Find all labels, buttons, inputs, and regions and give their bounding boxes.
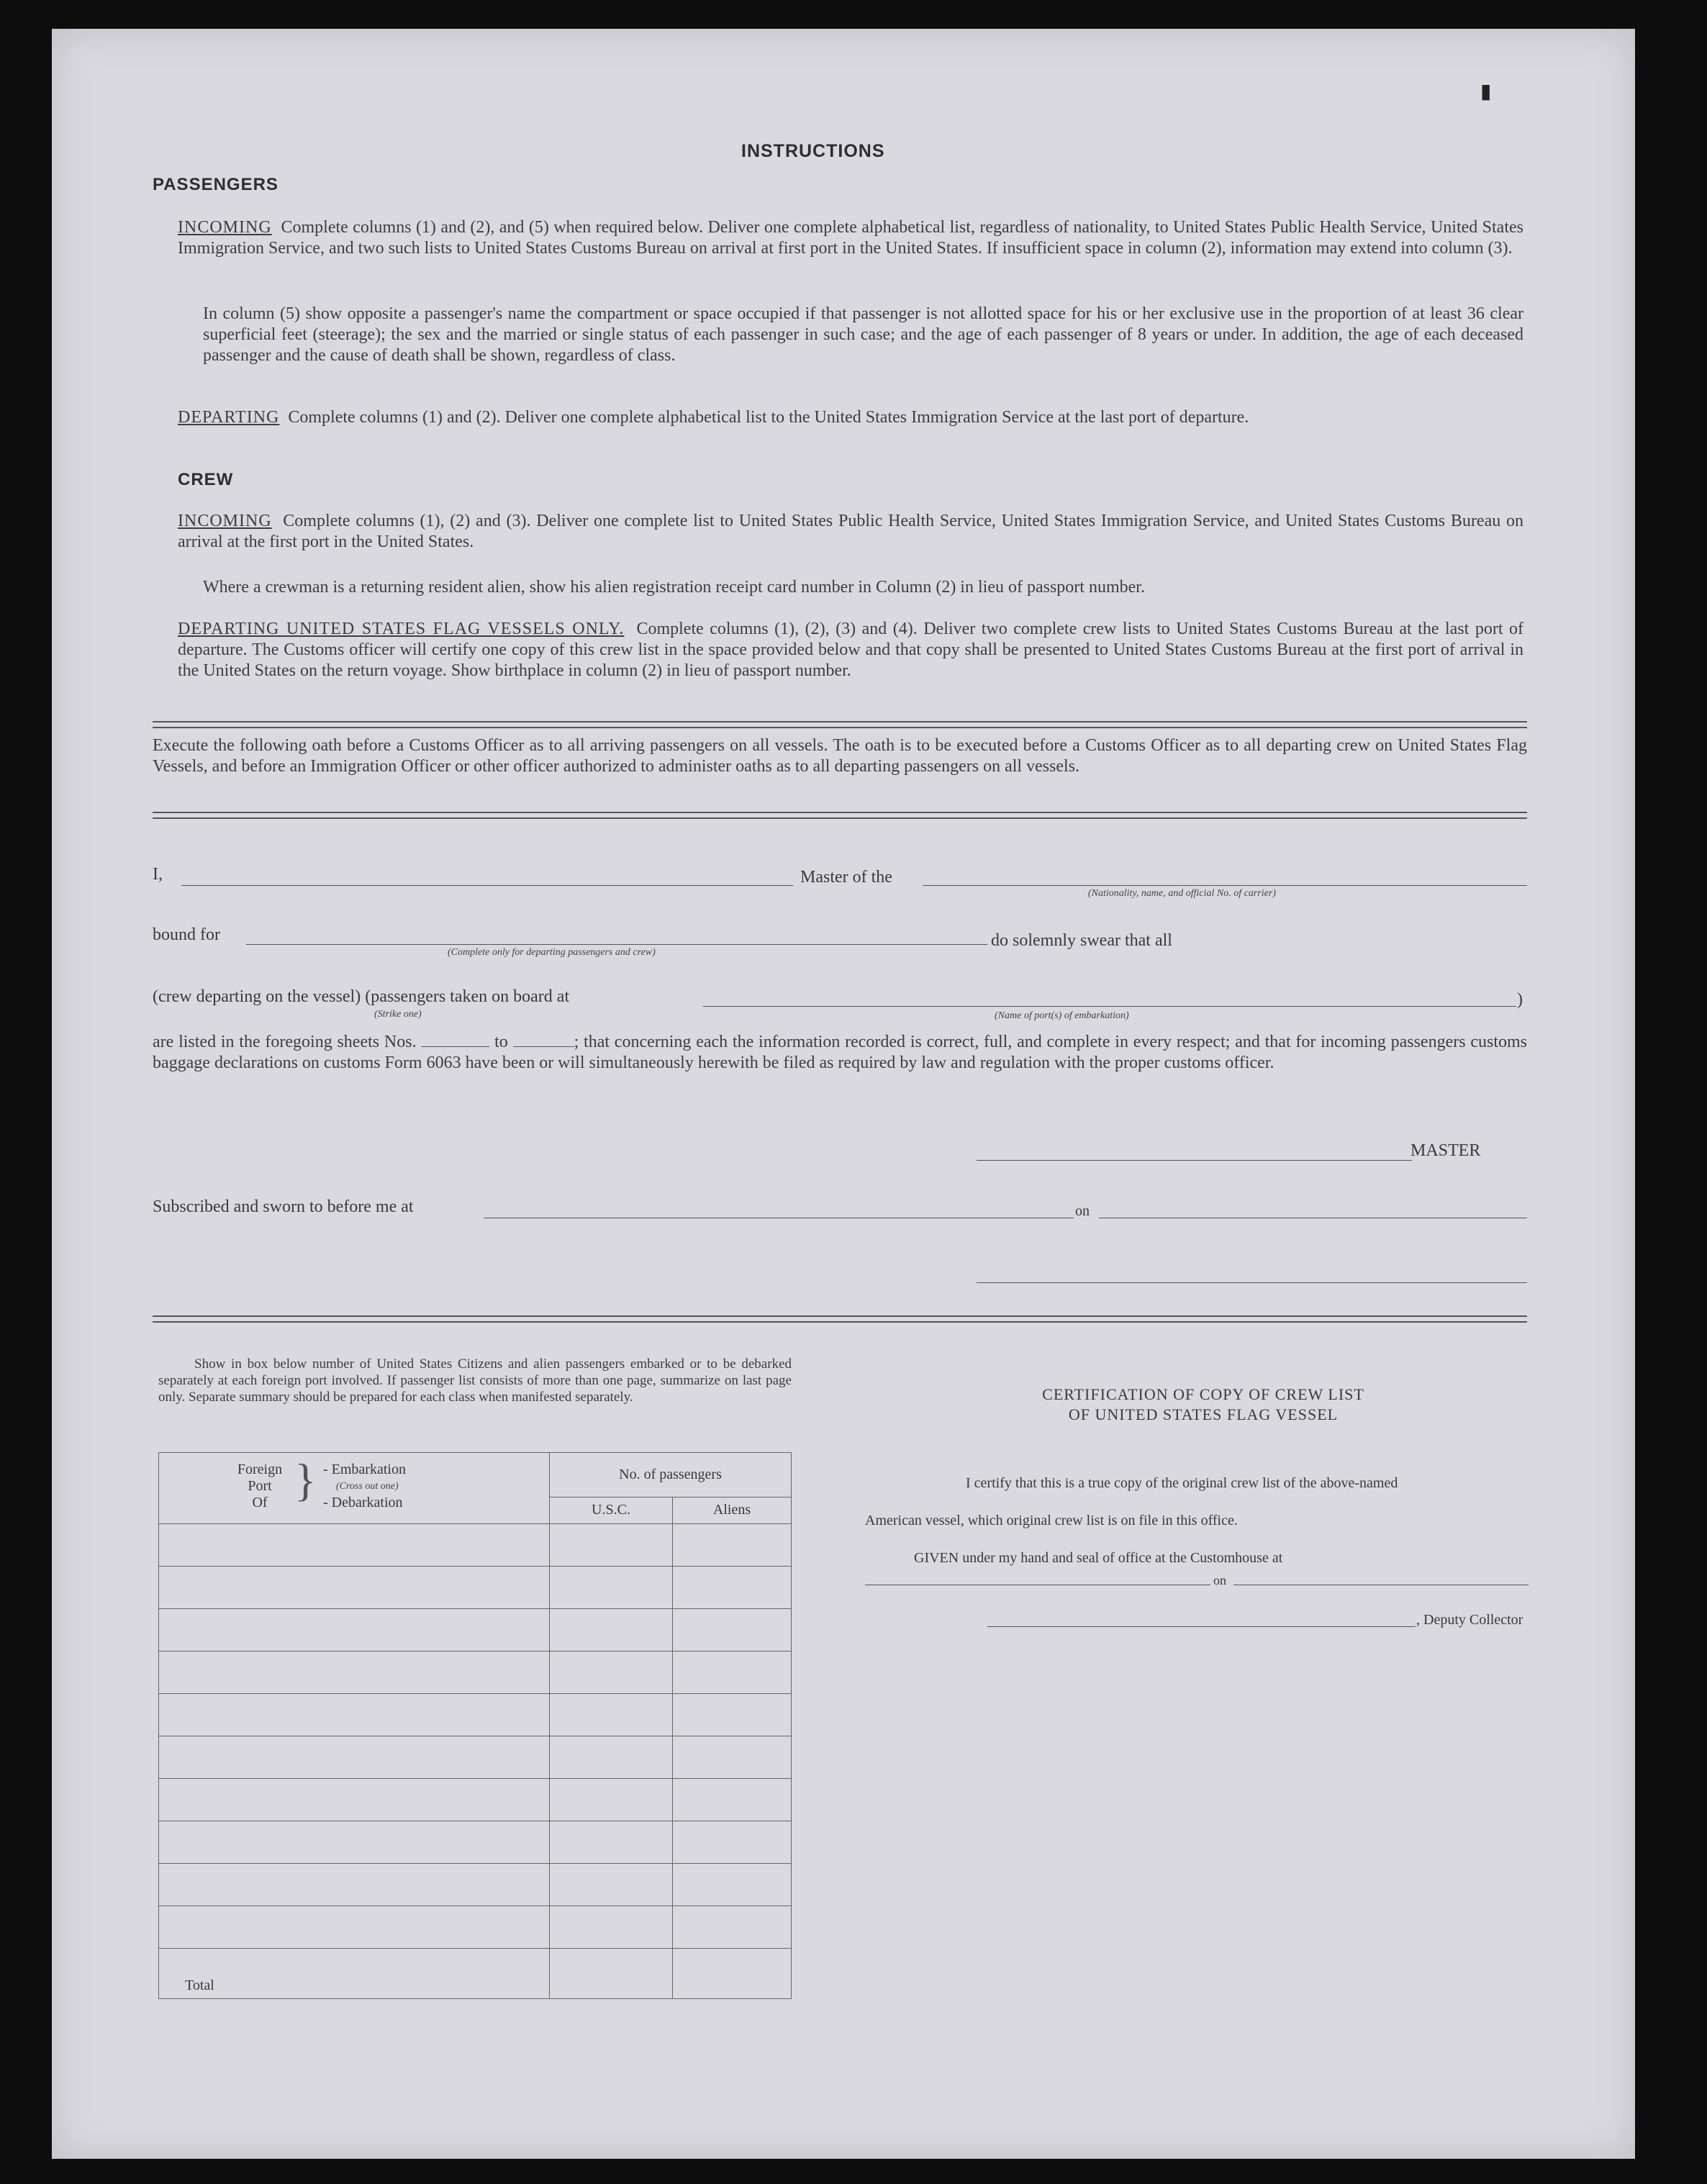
usc-cell[interactable]: [550, 1779, 673, 1821]
table-row: [159, 1821, 792, 1864]
table-row: [159, 1906, 792, 1949]
table-header-row: [159, 1453, 792, 1497]
foreign-label: Foreign: [237, 1462, 283, 1477]
passengers-incoming-text: Complete columns (1) and (2), and (5) when required below. Deliver one complete alphabetical list, regardless of nationality, to United States Public Health Service, United States Immigration Service, and two such lists to United States Customs Bureau on arrival at first port in the United States. If insufficient space in column (2), information may extend into column (3).: [178, 218, 1523, 258]
certification-title-line2: OF UNITED STATES FLAG VESSEL: [1068, 1405, 1339, 1423]
oath-bound-for: bound for: [153, 925, 220, 944]
embarkation-label: - Embarkation: [323, 1462, 406, 1477]
table-row: [159, 1567, 792, 1609]
aliens-cell[interactable]: [673, 1524, 792, 1567]
port-cell[interactable]: [159, 1651, 550, 1694]
crew-incoming-text: Complete columns (1), (2) and (3). Deliver one complete list to United States Public Health Service, United States Immigration Service, and United States Customs Bureau on arrival at the first port in the United States.: [178, 512, 1524, 551]
oath-swear: do solemnly swear that all: [991, 931, 1172, 950]
aliens-cell[interactable]: [673, 1651, 792, 1694]
usc-cell[interactable]: [550, 1736, 673, 1779]
crew-departing-label: DEPARTING UNITED STATES FLAG VESSELS ONLY.: [178, 620, 625, 638]
oath-i-label: I,: [153, 865, 163, 884]
port-cell[interactable]: [159, 1736, 550, 1779]
aliens-cell[interactable]: [673, 1821, 792, 1864]
port-cell[interactable]: [159, 1779, 550, 1821]
usc-cell[interactable]: [550, 1651, 673, 1694]
deputy-collector-signature-field[interactable]: [987, 1626, 1416, 1627]
crew-heading: CREW: [178, 470, 234, 489]
close-paren: ): [1517, 990, 1523, 1009]
usc-cell[interactable]: [550, 1864, 673, 1906]
aliens-cell[interactable]: [673, 1567, 792, 1609]
aliens-total-cell[interactable]: [673, 1949, 792, 1999]
certification-on-label: on: [1213, 1573, 1226, 1587]
total-label: Total: [159, 1949, 550, 1999]
usc-cell[interactable]: [550, 1821, 673, 1864]
certification-text2: American vessel, which original crew list is on file in this office.: [865, 1513, 1238, 1528]
passenger-summary-table: [158, 1452, 792, 1999]
oath-listed-a: are listed in the foregoing sheets Nos.: [153, 1033, 417, 1051]
aliens-cell[interactable]: [673, 1694, 792, 1736]
corner-mark: ▮: [1480, 81, 1492, 103]
table-row: [159, 1609, 792, 1651]
usc-cell[interactable]: [550, 1609, 673, 1651]
oath-listed-to: to: [494, 1033, 508, 1051]
aliens-header: Aliens: [673, 1497, 792, 1523]
num-passengers-header: No. of passengers: [550, 1453, 792, 1497]
port-cell[interactable]: [159, 1524, 550, 1567]
of-label: Of: [252, 1495, 268, 1510]
total-row: [159, 1949, 792, 1999]
strike-note: (Strike one): [374, 1009, 422, 1020]
port-cell[interactable]: [159, 1609, 550, 1651]
table-row: [159, 1651, 792, 1694]
port-cell[interactable]: [159, 1694, 550, 1736]
debarkation-label: - Debarkation: [323, 1495, 403, 1510]
table-row: [159, 1779, 792, 1821]
certification-text1: [915, 1475, 1398, 1492]
crew-incoming-label: INCOMING: [178, 512, 272, 530]
port-header-cell: [159, 1453, 550, 1524]
passengers-departing-paragraph: [178, 407, 1523, 428]
port-cell[interactable]: [159, 1906, 550, 1949]
carrier-field[interactable]: [923, 885, 1527, 886]
usc-cell[interactable]: [550, 1567, 673, 1609]
sheet-from-field[interactable]: [421, 1046, 489, 1047]
ports-note: (Name of port(s) of embarkation): [995, 1010, 1129, 1021]
oath-master-of: Master of the: [800, 868, 892, 887]
crew-incoming-paragraph: [178, 511, 1523, 553]
nationality-note: (Nationality, name, and official No. of carrier): [1088, 888, 1276, 899]
crew-departing-paragraph: [178, 619, 1523, 681]
table-row: [159, 1524, 792, 1567]
crew-resident-paragraph: Where a crewman is a returning resident alien, show his alien registration receipt card number in Column (2) in lieu of passport number.: [203, 578, 1145, 597]
table-row: [159, 1694, 792, 1736]
master-name-field[interactable]: [181, 885, 793, 886]
complete-note: (Complete only for departing passengers and crew): [448, 947, 656, 958]
bleed-through-mark: [894, 163, 911, 196]
oath-listed-b: ; that concerning each the information recorded is correct, full, and complete in every respect; and that for incoming passengers customs baggage declarations on customs Form 6063 have been or will simultaneously herewith be filed as required by law and regulation with the proper customs officer.: [153, 1033, 1527, 1072]
passengers-departing-label: DEPARTING: [178, 408, 280, 427]
oath-intro: Execute the following oath before a Customs Officer as to all arriving passengers on all vessels. The oath is to be executed before a Customs Officer as to all departing crew on United States Flag Vessels, and before an Immigration Officer or other officer authorized to administer oaths as to all departing passengers on all vessels.: [153, 736, 1527, 776]
master-label: MASTER: [1411, 1141, 1481, 1160]
divider: [153, 721, 1527, 728]
page-title: INSTRUCTIONS: [741, 141, 885, 161]
certification-text1-content: I certify that this is a true copy of the original crew list of the above-named: [966, 1475, 1398, 1491]
cross-out-note: (Cross out one): [336, 1481, 399, 1492]
embarkation-ports-field[interactable]: [703, 1006, 1516, 1007]
summary-instruction: Show in box below number of United States Citizens and alien passengers embarked or to be debarked separately at each foreign port involved. If passenger list consists of more than one page, summarize on last page only. Separate summary should be prepared for each class when manifested separately.: [158, 1356, 792, 1405]
certification-title-line1: CERTIFICATION OF COPY OF CREW LIST: [1042, 1385, 1364, 1403]
port-cell[interactable]: [159, 1864, 550, 1906]
passengers-departing-text: Complete columns (1) and (2). Deliver one complete alphabetical list to the United States Immigration Service at the last port of departure.: [288, 408, 1249, 427]
port-label: Port: [248, 1478, 272, 1494]
table-row: [159, 1864, 792, 1906]
usc-cell[interactable]: [550, 1524, 673, 1567]
officer-signature-field[interactable]: [977, 1282, 1527, 1283]
oath-listed-paragraph: [153, 1032, 1527, 1074]
sheet-to-field[interactable]: [513, 1046, 574, 1047]
embarkation-debarkation: [323, 1462, 406, 1511]
deputy-collector-label: , Deputy Collector: [1416, 1612, 1523, 1628]
aliens-cell[interactable]: [673, 1609, 792, 1651]
document-page: [52, 29, 1635, 2159]
certification-title: [908, 1385, 1498, 1425]
aliens-cell[interactable]: [673, 1864, 792, 1906]
subscribed-label: Subscribed and sworn to before me at: [153, 1197, 414, 1216]
divider: [153, 1315, 1527, 1323]
passengers-heading: PASSENGERS: [153, 175, 279, 194]
sworn-on-label: on: [1075, 1203, 1090, 1219]
foreign-port-of: [231, 1462, 289, 1511]
passengers-incoming-label: INCOMING: [178, 218, 272, 237]
port-cell[interactable]: [159, 1567, 550, 1609]
port-cell[interactable]: [159, 1821, 550, 1864]
passengers-incoming-paragraph: [178, 217, 1523, 259]
crew-departing-text: Complete columns (1), (2), (3) and (4). Deliver two complete crew lists to United States Customs Bureau at the last port of departure. The Customs officer will certify one copy of this crew list in the space provided below and that copy shall be presented to United States Customs Bureau at the first port of arrival in the United States on the return voyage. Show birthplace in column (2) in lieu of passport number.: [178, 620, 1523, 680]
oath-crew-departing: (crew departing on the vessel) (passengers taken on board at: [153, 987, 570, 1006]
usc-header: U.S.C.: [550, 1497, 673, 1523]
destination-field[interactable]: [246, 944, 987, 945]
usc-total-cell[interactable]: [550, 1949, 673, 1999]
certification-text3: GIVEN under my hand and seal of office at the Customhouse at: [914, 1550, 1283, 1566]
aliens-cell[interactable]: [673, 1736, 792, 1779]
passengers-column5-paragraph: In column (5) show opposite a passenger's name the compartment or space occupied if that passenger is not allotted space for his or her exclusive use in the proportion of at least 36 clear superficial feet (steerage); the sex and the married or single status of each passenger in such case; and the age of each passenger of 8 years or under. In addition, the age of each deceased passenger and the cause of death shall be shown, regardless of class.: [203, 304, 1523, 365]
divider: [153, 812, 1527, 819]
usc-cell[interactable]: [550, 1906, 673, 1949]
master-signature-field[interactable]: [977, 1160, 1412, 1161]
brace: }: [294, 1454, 317, 1505]
usc-cell[interactable]: [550, 1694, 673, 1736]
aliens-cell[interactable]: [673, 1779, 792, 1821]
table-row: [159, 1736, 792, 1779]
aliens-cell[interactable]: [673, 1906, 792, 1949]
